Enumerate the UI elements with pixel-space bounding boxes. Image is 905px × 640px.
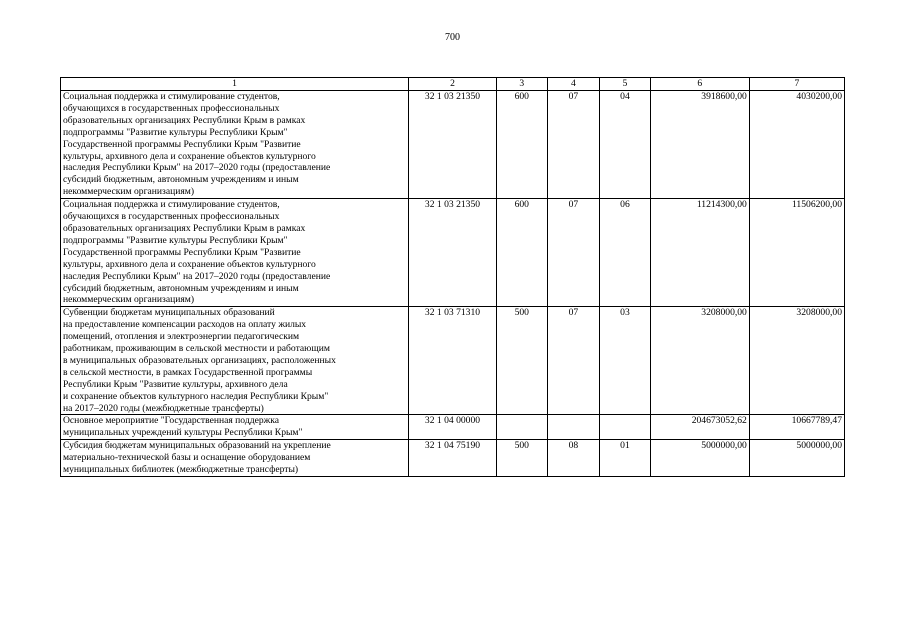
- row-description: Основное мероприятие "Государственная поддержка муниципальных учреждений культуры Республики Крым": [61, 415, 409, 440]
- row-expense-type: 500: [496, 440, 547, 477]
- row-amount-2: 4030200,00: [749, 91, 844, 199]
- row-subsection: 06: [600, 199, 651, 307]
- row-subsection: 01: [600, 440, 651, 477]
- row-expense-type: [496, 415, 547, 440]
- column-header-1: 1: [61, 78, 409, 91]
- row-amount-1: 3918600,00: [650, 91, 749, 199]
- row-amount-2: 3208000,00: [749, 307, 844, 415]
- row-section: 07: [547, 91, 600, 199]
- row-section: [547, 415, 600, 440]
- column-header-3: 3: [496, 78, 547, 91]
- row-section: 07: [547, 199, 600, 307]
- column-number-row: [61, 78, 845, 91]
- row-amount-1: 204673052,62: [650, 415, 749, 440]
- row-subsection: 03: [600, 307, 651, 415]
- column-header-5: 5: [600, 78, 651, 91]
- row-amount-2: 5000000,00: [749, 440, 844, 477]
- budget-table: [60, 77, 845, 477]
- column-header-7: 7: [749, 78, 844, 91]
- table-row: [61, 440, 845, 477]
- row-expense-type: 600: [496, 199, 547, 307]
- table-row: [61, 415, 845, 440]
- row-section: 08: [547, 440, 600, 477]
- row-target-code: 32 1 04 00000: [408, 415, 496, 440]
- row-description: Социальная поддержка и стимулирование студентов, обучающихся в государственных профессиональных образовательных организациях Республики Крым в рамках подпрограммы "Развитие культуры Республики Крым" Государственной программы Республики Крым "Развитие культуры, архивного дела и сохранение объектов культурного наследия Республики Крым" на 2017–2020 годы (предоставление субсидий бюджетным, автономным учреждениям и иным некоммерческим организациям): [61, 199, 409, 307]
- row-description: Субвенции бюджетам муниципальных образований на предоставление компенсации расходов на оплату жилых помещений, отопления и электроэнергии педагогическим работникам, проживающим в сельской местности и работающим в муниципальных образовательных организациях, расположенных в сельской местности, в рамках Государственной программы Республики Крым "Развитие культуры, архивного дела и сохранение объектов культурного наследия Республики Крым" на 2017–2020 годы (межбюджетные трансферты): [61, 307, 409, 415]
- row-target-code: 32 1 04 75190: [408, 440, 496, 477]
- row-target-code: 32 1 03 21350: [408, 199, 496, 307]
- row-description: Социальная поддержка и стимулирование студентов, обучающихся в государственных профессиональных образовательных организациях Республики Крым в рамках подпрограммы "Развитие культуры Республики Крым" Государственной программы Республики Крым "Развитие культуры, архивного дела и сохранение объектов культурного наследия Республики Крым" на 2017–2020 годы (предоставление субсидий бюджетным, автономным учреждениям и иным некоммерческим организациям): [61, 91, 409, 199]
- row-amount-2: 10667789,47: [749, 415, 844, 440]
- row-expense-type: 500: [496, 307, 547, 415]
- column-header-2: 2: [408, 78, 496, 91]
- table-row: [61, 199, 845, 307]
- row-target-code: 32 1 03 71310: [408, 307, 496, 415]
- table-row: [61, 307, 845, 415]
- page-number: 700: [445, 32, 460, 43]
- table-row: [61, 91, 845, 199]
- row-subsection: 04: [600, 91, 651, 199]
- row-section: 07: [547, 307, 600, 415]
- row-amount-1: 11214300,00: [650, 199, 749, 307]
- row-subsection: [600, 415, 651, 440]
- row-amount-2: 11506200,00: [749, 199, 844, 307]
- row-amount-1: 3208000,00: [650, 307, 749, 415]
- row-description: Субсидия бюджетам муниципальных образований на укрепление материально-технической базы и оснащение оборудованием муниципальных библиотек (межбюджетные трансферты): [61, 440, 409, 477]
- row-expense-type: 600: [496, 91, 547, 199]
- column-header-4: 4: [547, 78, 600, 91]
- column-header-6: 6: [650, 78, 749, 91]
- row-amount-1: 5000000,00: [650, 440, 749, 477]
- row-target-code: 32 1 03 21350: [408, 91, 496, 199]
